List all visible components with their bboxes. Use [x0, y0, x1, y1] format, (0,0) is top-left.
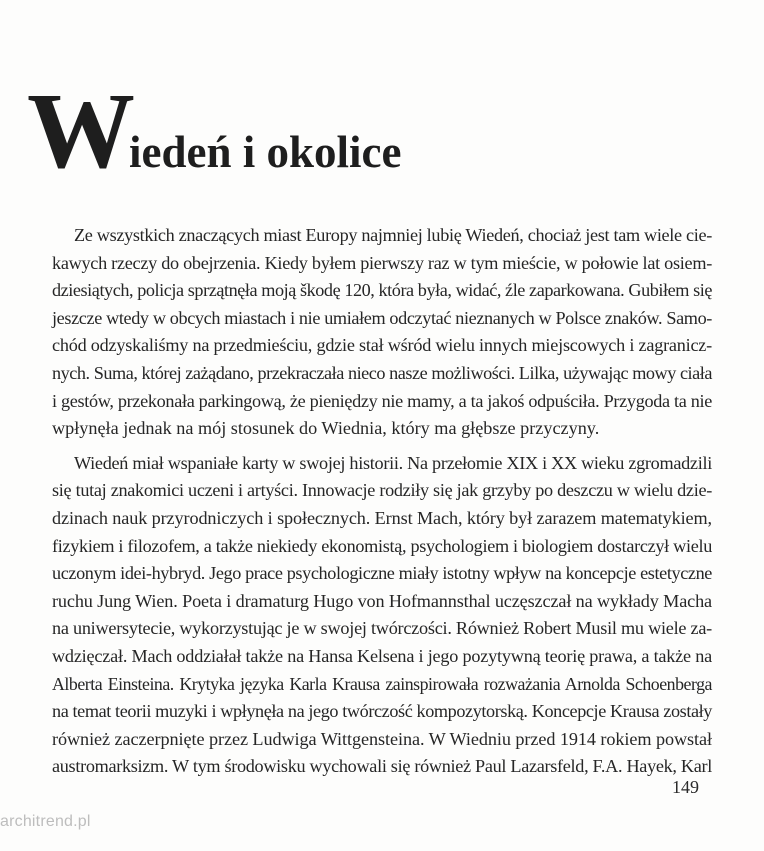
paragraph-1	[52, 222, 712, 443]
text-line: również zaczerpnięte przez Ludwiga Wittgensteina. W Wiedniu przed 1914 rokiem powstał	[52, 728, 712, 749]
text-line: dzinach nauk przyrodniczych i społecznych. Ernst Mach, który był zarazem matematykiem,	[52, 507, 712, 528]
title-rest: iedeń i okolice	[129, 127, 402, 177]
watermark: architrend.pl	[0, 813, 91, 830]
text-line: austromarksizm. W tym środowisku wychowali się również Paul Lazarsfeld, F.A. Hayek, Karl	[52, 756, 712, 777]
page-number: 149	[672, 777, 699, 797]
text-line: jeszcze wtedy w obcych miastach i nie umiałem odczytać nieznanych w Polsce znaków. Samo-	[52, 307, 712, 328]
text-line: się tutaj znakomici uczeni i artyści. Innowacje rodziły się jak grzyby po deszczu w wielu dzie-	[52, 480, 712, 501]
title-initial: W	[27, 72, 129, 191]
text-line: kawych rzeczy do obejrzenia. Kiedy byłem pierwszy raz w tym mieście, w połowie lat osiem-	[52, 252, 712, 273]
text-line: wdzięczał. Mach oddziałał także na Hansa Kelsena i jego pozytywną teorię prawa, a także na	[52, 645, 712, 666]
text-line: uczonym idei-hybryd. Jego prace psychologiczne miały istotny wpływ na koncepcje estetyczne	[52, 563, 713, 584]
text-line: dziesiątych, policja sprzątnęła moją škodę 120, która była, widać, źle zaparkowana. Gubiłem się	[52, 280, 712, 301]
text-line: Wiedeń miał wspaniałe karty w swojej historii. Na przełomie XIX i XX wieku zgromadzili	[74, 452, 712, 473]
chapter-title	[27, 72, 402, 191]
text-line: ruchu Jung Wien. Poeta i dramaturg Hugo von Hofmannsthal uczęszczał na wykłady Macha	[52, 590, 712, 611]
text-line: chód odzyskaliśmy na przedmieściu, gdzie stał wśród wielu innych miejscowych i zagranicz-	[52, 335, 712, 356]
text-line: fizykiem i filozofem, a także niekiedy ekonomistą, psychologiem i biologiem dostarczył wielu	[52, 535, 712, 556]
text-line: i gestów, przekonała parkingową, że pieniędzy nie mamy, a ta jakoś odpuściła. Przygoda ta nie	[52, 390, 712, 411]
paragraph-2	[52, 450, 712, 781]
body-text	[52, 222, 712, 788]
text-line: nych. Suma, której zażądano, przekraczała nieco nasze możliwości. Lilka, używając mowy ciała	[52, 362, 712, 383]
text-line: wpłynęła jednak na mój stosunek do Wiednia, który ma głębsze przyczyny.	[52, 418, 600, 439]
text-line: na temat teorii muzyki i wpłynęła na jego twórczość kompozytorską. Koncepcje Krausa zostały	[52, 701, 712, 722]
text-line: na uniwersytecie, wykorzystując je w swojej twórczości. Również Robert Musil mu wiele za-	[52, 618, 712, 639]
text-line: Ze wszystkich znaczących miast Europy najmniej lubię Wiedeń, chociaż jest tam wiele cie-	[74, 225, 712, 245]
text-line: Alberta Einsteina. Krytyka języka Karla Krausa zainspirowała rozważania Arnolda Schoenberga	[52, 673, 712, 694]
